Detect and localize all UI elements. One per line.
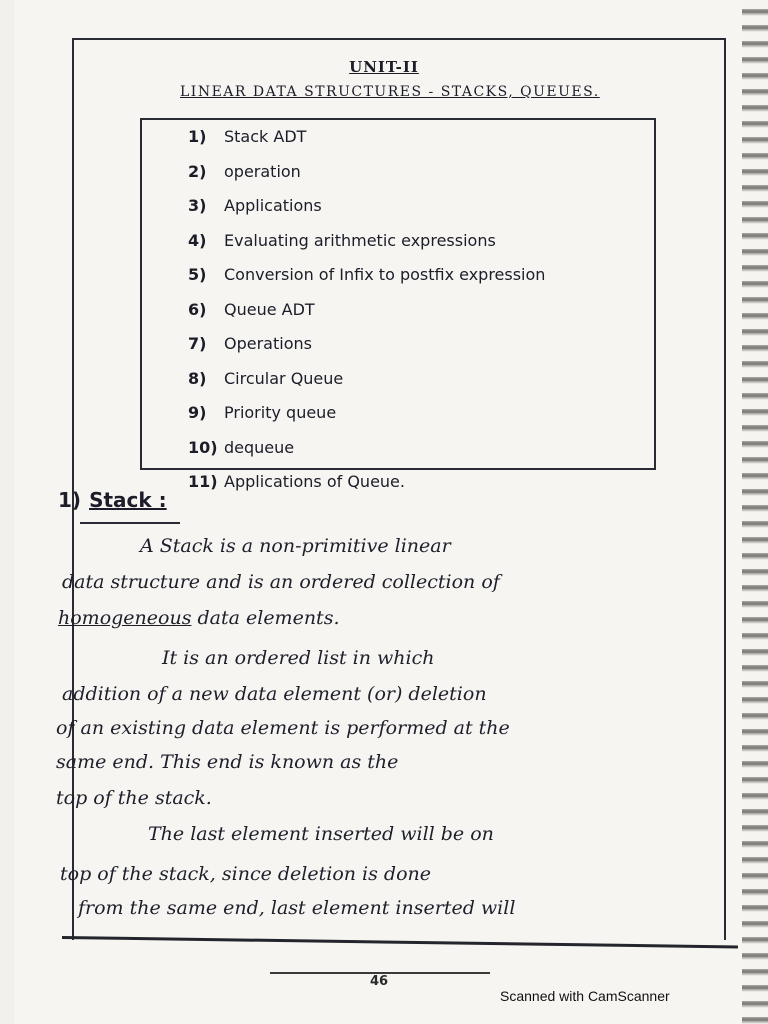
contents-item-number: 9)	[188, 403, 207, 422]
body-text-line: top of the stack, since deletion is done	[60, 863, 431, 885]
contents-item	[188, 295, 545, 330]
contents-item-number: 4)	[188, 230, 207, 250]
contents-item-text: Applications of Queue.	[224, 472, 405, 491]
chapter-title: LINEAR DATA STRUCTURES - STACKS, QUEUES.	[180, 84, 600, 100]
contents-item-number: 1)	[188, 127, 207, 146]
contents-item-text: Operations	[224, 334, 312, 353]
contents-item-number: 6)	[188, 299, 207, 319]
contents-item-text: Applications	[224, 196, 322, 215]
contents-item-number: 10)	[188, 437, 218, 457]
contents-item	[188, 122, 545, 157]
contents-item	[188, 191, 545, 226]
contents-item	[188, 364, 545, 399]
section-title: Stack :	[89, 488, 167, 512]
contents-item-text: Stack ADT	[224, 127, 307, 146]
body-text-line: top of the stack.	[56, 787, 212, 809]
contents-item-text: operation	[224, 161, 301, 181]
body-text-line	[58, 606, 339, 630]
unit-title: UNIT-II	[349, 58, 419, 76]
body-text-line: The last element inserted will be on	[148, 823, 494, 845]
contents-item-text: dequeue	[224, 437, 295, 457]
body-text-line: of an existing data element is performed at the	[56, 717, 510, 739]
contents-item-number: 5)	[188, 265, 207, 284]
contents-item-number: 8)	[188, 368, 207, 388]
contents-item-text: Priority queue	[224, 403, 337, 422]
contents-item	[188, 433, 545, 468]
contents-item	[188, 260, 545, 295]
section-number: 1)	[58, 488, 82, 512]
contents-item	[188, 398, 545, 433]
contents-item-number: 2)	[188, 161, 207, 181]
contents-item-number: 7)	[188, 334, 207, 353]
contents-item-text: Conversion of Infix to postfix expression	[224, 265, 546, 284]
body-text-line: It is an ordered list in which	[162, 647, 435, 669]
body-text-line: A Stack is a non-primitive linear	[140, 535, 451, 557]
contents-list	[188, 122, 545, 502]
contents-item	[188, 226, 545, 261]
highlighted-term: homogeneous	[58, 607, 192, 629]
contents-item-text: Queue ADT	[224, 299, 315, 319]
section-heading	[58, 488, 167, 512]
heading-underline	[80, 522, 180, 524]
contents-item	[188, 157, 545, 192]
scanner-watermark: Scanned with CamScanner	[500, 988, 670, 1004]
body-text-fragment: data elements.	[197, 607, 340, 629]
spiral-binding	[742, 0, 768, 1024]
body-text-line: from the same end, last element inserted will	[78, 897, 516, 919]
contents-item-number: 11)	[188, 472, 218, 491]
body-text-line: data structure and is an ordered collection of	[62, 571, 500, 593]
body-text-line: same end. This end is known as the	[56, 751, 399, 773]
contents-item-text: Evaluating arithmetic expressions	[224, 230, 496, 250]
body-text-line: addition of a new data element (or) deletion	[62, 683, 487, 705]
page-number: 46	[370, 974, 389, 989]
contents-item-number: 3)	[188, 196, 207, 215]
contents-item	[188, 467, 545, 502]
contents-item-text: Circular Queue	[224, 368, 344, 388]
contents-item	[188, 329, 545, 364]
